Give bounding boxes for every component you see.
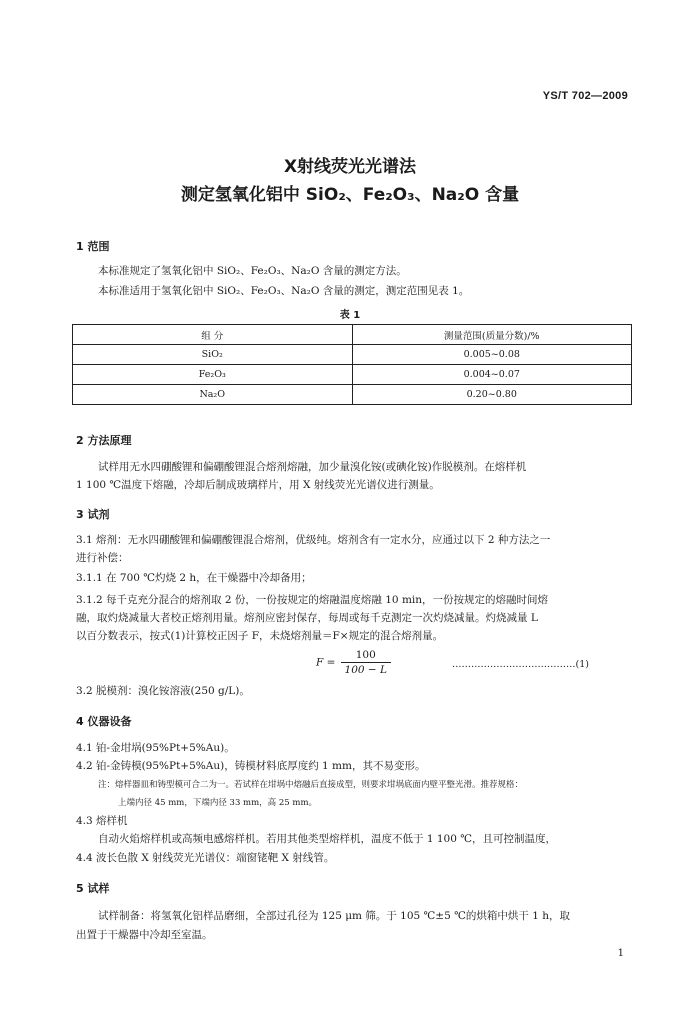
note: 注：熔样器皿和铸型模可合二为一。若试样在坩埚中熔融后直接成型，则要求坩埚底面内壁平整光滑。推荐规格： [98, 780, 524, 790]
document-title: X射线荧光光谱法 [283, 157, 417, 177]
table-cell: 0.005~0.08 [352, 345, 632, 365]
clause-4-3-heading: 4.3 熔样机 [76, 815, 128, 827]
table-cell: Fe₂O₃ [73, 365, 353, 385]
table-cell: 0.20~0.80 [352, 385, 632, 405]
table-caption: 表 1 [339, 310, 361, 321]
table-header-cell: 组 分 [73, 325, 353, 345]
range-table [72, 324, 632, 405]
note-cont: 上端内径 45 mm，下端内径 33 mm，高 25 mm。 [118, 798, 318, 808]
section-5-heading: 5 试样 [76, 882, 110, 895]
clause-3-1-2: 3.1.2 每千克充分混合的熔剂取 2 份，一份按规定的熔融温度熔融 10 min，一份按规定的熔融时间熔 [76, 594, 549, 606]
table-header-row [73, 325, 632, 345]
table-row [73, 385, 632, 405]
table-header-cell: 测量范围(质量分数)/% [352, 325, 632, 345]
section-2-paragraph: 1 100 ℃温度下熔融，冷却后制成玻璃样片，用 X 射线荧光光谱仪进行测量。 [76, 479, 440, 491]
clause-4-3: 自动火焰熔样机或高频电感熔样机。若用其他类型熔样机，温度不低于 1 100 ℃，且可控制温度， [98, 833, 556, 845]
clause-3-1-2-cont: 融，取灼烧减量大者校正熔剂用量。熔剂应密封保存，每周或每千克测定一次灼烧减量。灼烧减量 L [76, 612, 538, 624]
formula-denominator: 100 − L [344, 664, 388, 676]
standard-code: YS/T 702—2009 [542, 90, 628, 102]
section-1-paragraph: 本标准适用于氢氧化铝中 SiO₂、Fe₂O₃、Na₂O 含量的测定，测定范围见表 1。 [98, 285, 470, 297]
table-row [73, 365, 632, 385]
page-number: 1 [617, 948, 624, 959]
table-cell: 0.004~0.07 [352, 365, 632, 385]
section-2-paragraph: 试样用无水四硼酸锂和偏硼酸锂混合熔剂熔融，加少量溴化铵(或碘化铵)作脱模剂。在熔样机 [98, 461, 527, 473]
formula-number: …………………………………(1) [452, 659, 589, 670]
clause-4-4: 4.4 波长色散 X 射线荧光光谱仪：端窗铑靶 X 射线管。 [76, 852, 335, 864]
clause-3-1-cont: 进行补偿： [76, 552, 129, 564]
clause-3-1-2-cont: 以百分数表示，按式(1)计算校正因子 F，未烧熔剂量＝F×规定的混合熔剂量。 [76, 630, 444, 642]
table-row [73, 345, 632, 365]
table-cell: Na₂O [73, 385, 353, 405]
formula-fraction [341, 649, 392, 677]
section-3-heading: 3 试剂 [76, 508, 110, 521]
section-4-heading: 4 仪器设备 [76, 715, 132, 728]
clause-4-1: 4.1 铂-金坩埚(95%Pt+5%Au)。 [76, 742, 235, 754]
table-cell: SiO₂ [73, 345, 353, 365]
section-1-paragraph: 本标准规定了氢氧化铝中 SiO₂、Fe₂O₃、Na₂O 含量的测定方法。 [98, 265, 407, 277]
formula-1 [316, 649, 391, 677]
section-5-paragraph: 试样制备：将氢氧化铝样品磨细，全部过孔径为 125 μm 筛。于 105 ℃±5 ℃的烘箱中烘干 1 h，取 [98, 910, 570, 922]
clause-3-1-1: 3.1.1 在 700 ℃灼烧 2 h，在干燥器中冷却备用； [76, 572, 312, 584]
clause-3-2: 3.2 脱模剂：溴化铵溶液(250 g/L)。 [76, 685, 250, 697]
section-2-heading: 2 方法原理 [76, 434, 132, 447]
formula-lhs: F = [316, 656, 336, 669]
clause-4-2: 4.2 铂-金铸模(95%Pt+5%Au)，铸模材料底厚度约 1 mm，其不易变形。 [76, 760, 426, 772]
document-subtitle: 测定氢氧化铝中 SiO₂、Fe₂O₃、Na₂O 含量 [180, 185, 520, 205]
formula-numerator: 100 [341, 649, 392, 663]
clause-3-1: 3.1 熔剂：无水四硼酸锂和偏硼酸锂混合熔剂，优级纯。熔剂含有一定水分，应通过以下 2 种方法之一 [76, 534, 551, 546]
section-5-paragraph: 出置于干燥器中冷却至室温。 [76, 929, 213, 941]
section-1-heading: 1 范围 [76, 240, 110, 253]
